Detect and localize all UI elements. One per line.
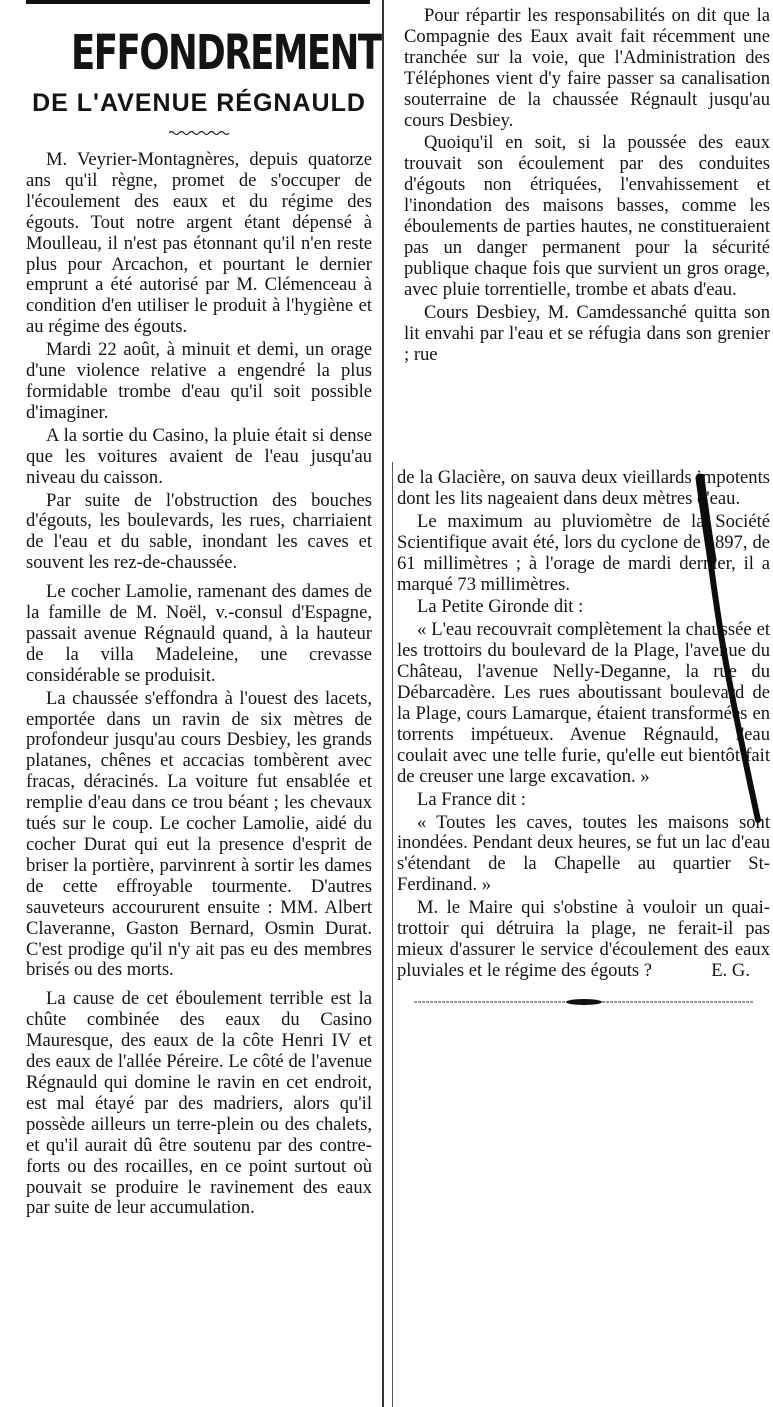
column-divider [382,0,384,1407]
paragraph: Le maximum au pluviomètre de la Société Scientifique avait été, lors du cyclone de 1897, de 61 millimètres ; à l'orage de mardi dernier, il a marqué 73 millimètres. [397,510,770,595]
paragraph: Quoiqu'il en soit, si la poussée des eaux trouvait son écoulement par des conduites d'égouts non étriquées, l'envahissement et l'inondation des maisons basses, comme les éboulements de parties hautes, ne constitueraient pas un danger permanent pour la sécurité publique chaque fois que survient un gros orage, avec pluie torrentielle, trombe et abats d'eau. [404,132,770,300]
top-rule [26,0,370,4]
paragraph: Pour répartir les responsabilités on dit que la Compagnie des Eaux avait fait récemment une tranchée sur la voie, que l'Administration des Téléphones vient d'y faire passer sa canalisation souterraine de la chaussée Régnault jusqu'au cours Desbiey. [404,5,770,131]
paragraph: Cours Desbiey, M. Camdessanché quitta son lit envahi par l'eau et se réfugia dans son grenier ; rue [404,301,770,365]
paragraph: Mardi 22 août, à minuit et demi, un orage d'une violence relative a engendré la plus formidable trombe d'eau qu'il soit possible d'imaginer. [26,339,372,423]
paragraph: Par suite de l'obstruction des bouches d'égouts, les boulevards, les rues, charriaient de l'eau et du sable, inondant les caves et souvent les rez-de-chaussée. [26,489,372,574]
right-column-bottom [397,468,770,1006]
signature: E. G. [711,959,750,981]
quote-paragraph: « Toutes les caves, toutes les maisons sont inondées. Pendant deux heures, se fut un lac d'eau s'étendant de la Chapelle au quartier St-Ferdinand. » [397,811,770,896]
paragraph: Le cocher Lamolie, ramenant des dames de la famille de M. Noël, v.-consul d'Espagne, passait avenue Régnauld quand, à la hauteur de la villa Madeleine, une crevasse considérable se produisit. [26,581,372,686]
left-column [26,6,381,1219]
paragraph: La chaussée s'effondra à l'ouest des lacets, emportée dans un ravin de six mètres de profondeur jusqu'au cours Desbiey, les grands platanes, chênes et accacias tombèrent avec fracas, déracinés. La voiture fut ensablée et remplie d'eau dans ce trou béant ; les chevaux tués sur le coup. Le cocher Lamolie, aidé du cocher Durat qui eut la presence d'esprit de briser la portière, parvinrent à sortir les dames de cette effroyable tourmente. D'autres sauveteurs accoururent ensuite : MM. Albert Claveranne, Gaston Bernard, Osmin Durat. C'est prodige qu'il n'y ait pas eu des membres brisés ou des morts. [26,687,372,981]
paragraph: M. Veyrier-Montagnères, depuis quatorze ans qu'il règne, promet de s'occuper de l'écoulement des eaux et du régime des égouts. Tout notre argent étant dépensé à Moulleau, il n'est pas étonnant qu'il n'en reste plus pour Arcachon, et pourtant le dernier emprunt a été autorisé par M. Clémenceau à condition d'en utiliser le produit à l'hygiène et au régime des égouts. [26,149,372,338]
quote-paragraph: « L'eau recouvrait complètement la chaussée et les trottoirs du boulevard de la Plage, l'avenue du Château, l'avenue Nelly-Deganne, la rue du Débarcadère. Les rues aboutissant boulevard de la Plage, cours Lamarque, étaient transformées en torrents impétueux. Avenue Régnauld, l'eau coulait avec une telle furie, qu'elle eut bientôt fait de creuser une large excavation. » [397,619,770,787]
quote-intro: La Petite Gironde dit : [417,596,584,618]
quote-intro: La France dit : [417,788,526,810]
wavy-rule-ornament [169,130,229,136]
article-headline: EFFONDREMENT [70,25,381,81]
column-divider-secondary [392,462,393,1407]
paragraph: A la sortie du Casino, la pluie était si dense que les voitures avaient de l'eau jusqu'au niveau du caisson. [26,424,372,488]
end-rule-ornament [414,998,754,1006]
paragraph: La cause de cet éboulement terrible est la chûte combinée des eaux du Casino Mauresque, des eaux de la côte Henri IV et des eaux de l'allée Péreire. Le côté de l'avenue Régnauld qui domine le ravin en cet endroit, est mal étayé par des madriers, alors qu'il possède ailleurs un terre-plein ou des chalets, et qu'il aurait dû être soutenu par des contre-forts ou des rocailles, en ce point surtout où pouvait se produire le ravinement des eaux par suite de leur accumulation. [26,988,372,1219]
article-subheadline: DE L'AVENUE RÉGNAULD [32,89,366,117]
right-column-top [404,6,770,365]
paragraph: M. le Maire qui s'obstine à vouloir un quai-trottoir qui détruira la plage, ne ferait-il pas mieux d'assurer le service d'écoulement des eaux pluviales et le régime des égouts ? [397,897,770,981]
paragraph: de la Glacière, on sauva deux vieillards impotents dont les lits nageaient dans deux mètres d'eau. [397,467,770,509]
